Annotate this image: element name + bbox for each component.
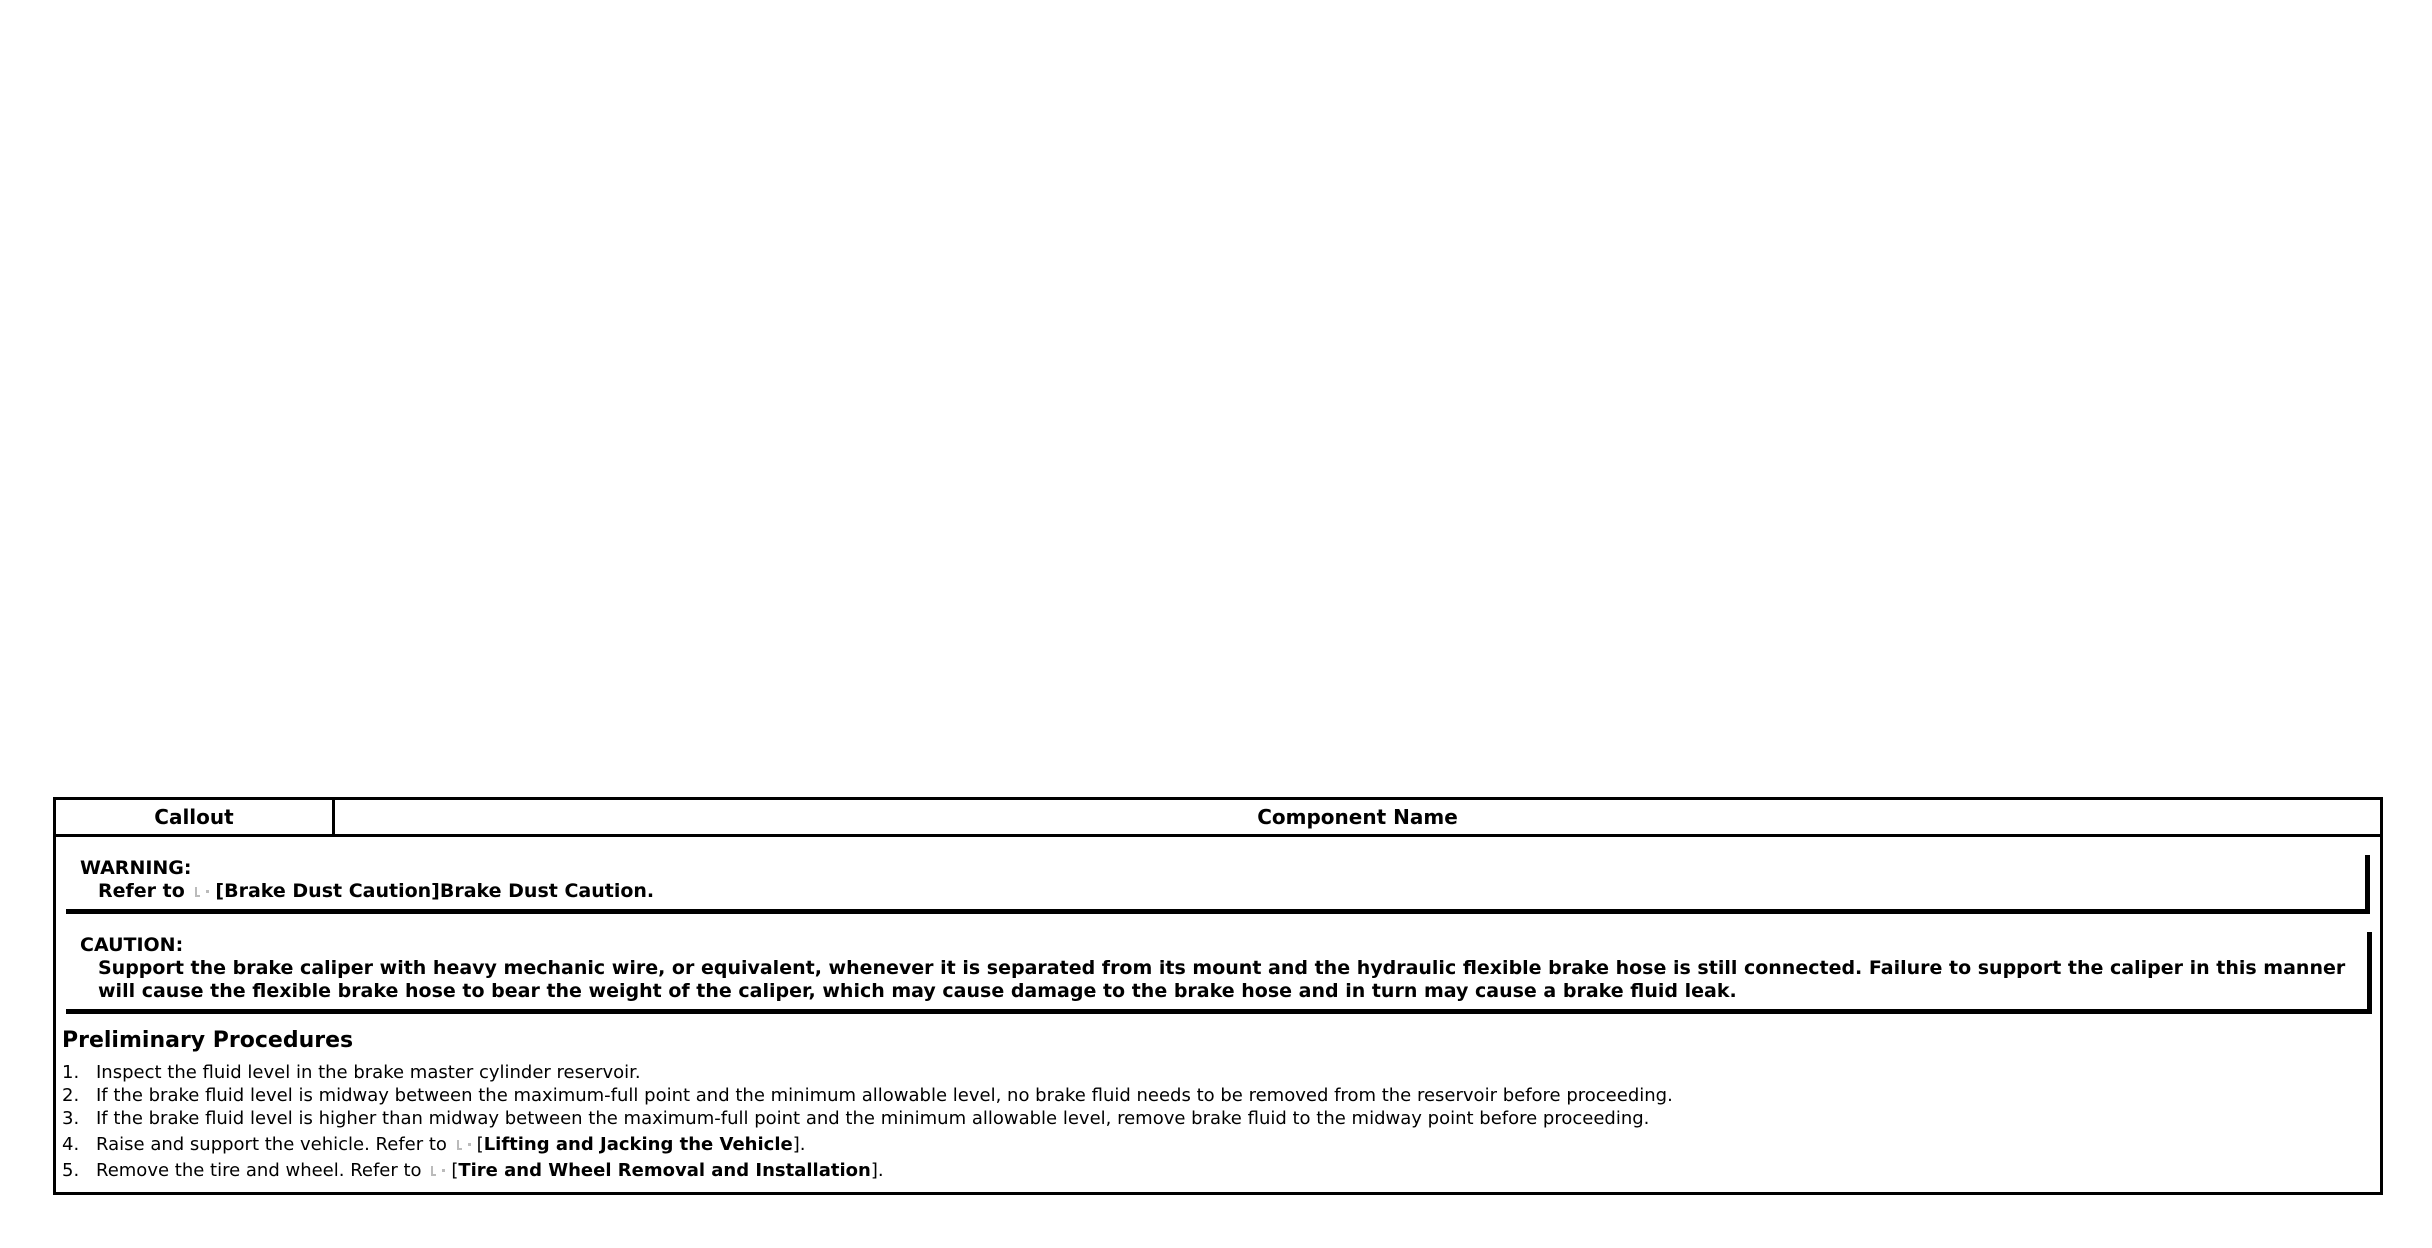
list-item xyxy=(62,1061,2374,1084)
step-prefix: Raise and support the vehicle. Refer to xyxy=(96,1134,447,1155)
step-number: 3. xyxy=(62,1108,80,1129)
bracket-open: [ xyxy=(476,1134,484,1155)
step-text: If the brake fluid level is higher than midway between the maximum-full point and the minimum allowable level, remove brake fluid to the midway point before proceeding. xyxy=(96,1108,1650,1129)
step-text xyxy=(96,1133,805,1156)
warning-suffix: Brake Dust Caution. xyxy=(439,880,655,902)
procedure-table xyxy=(53,797,2383,1195)
step-number: 2. xyxy=(62,1085,80,1106)
warning-box xyxy=(66,849,2370,914)
reference-link-icon[interactable] xyxy=(429,1160,447,1178)
step-text: If the brake fluid level is midway between the maximum-full point and the minimum allowable level, no brake fluid needs to be removed from the reservoir before proceeding. xyxy=(96,1085,1673,1106)
callout-column-header: Callout xyxy=(56,800,335,834)
bracket-open: [ xyxy=(451,1160,459,1181)
warning-text xyxy=(98,880,2355,903)
warning-title: WARNING: xyxy=(80,857,192,879)
bracket-close: ]. xyxy=(792,1134,806,1155)
list-item xyxy=(62,1133,2374,1156)
caution-text: Support the brake caliper with heavy mechanic wire, or equivalent, whenever it is separated from its mount and the hydraulic flexible brake hose is still connected. Failure to support the caliper in this manner will cause the flexible brake hose to bear the weight of the caliper, which may cause damage to the brake hose and in turn may cause a brake fluid leak. xyxy=(98,957,2346,1002)
step-number: 5. xyxy=(62,1160,80,1181)
lifting-and-jacking-link[interactable]: Lifting and Jacking the Vehicle xyxy=(483,1134,793,1155)
reference-link-icon[interactable] xyxy=(455,1134,473,1152)
step-text: Inspect the fluid level in the brake master cylinder reservoir. xyxy=(96,1062,641,1083)
list-item xyxy=(62,1084,2374,1107)
brake-dust-caution-link[interactable]: [Brake Dust Caution] xyxy=(215,880,440,902)
reference-link-icon[interactable] xyxy=(193,881,211,899)
step-prefix: Remove the tire and wheel. Refer to xyxy=(96,1160,422,1181)
bracket-close: ]. xyxy=(870,1160,884,1181)
list-item xyxy=(62,1107,2374,1130)
step-text xyxy=(96,1159,884,1182)
procedure-body xyxy=(56,837,2380,1192)
step-number: 4. xyxy=(62,1134,80,1155)
caution-box xyxy=(66,926,2372,1014)
step-number: 1. xyxy=(62,1062,80,1083)
component-name-column-header: Component Name xyxy=(1257,805,1458,829)
list-item xyxy=(62,1159,2374,1182)
caution-title: CAUTION: xyxy=(80,934,184,956)
preliminary-procedures-title: Preliminary Procedures xyxy=(62,1028,354,1053)
table-header-row xyxy=(56,800,2380,837)
preliminary-steps-list xyxy=(62,1061,2374,1182)
warning-prefix: Refer to xyxy=(98,880,185,902)
tire-and-wheel-link[interactable]: Tire and Wheel Removal and Installation xyxy=(458,1160,871,1181)
